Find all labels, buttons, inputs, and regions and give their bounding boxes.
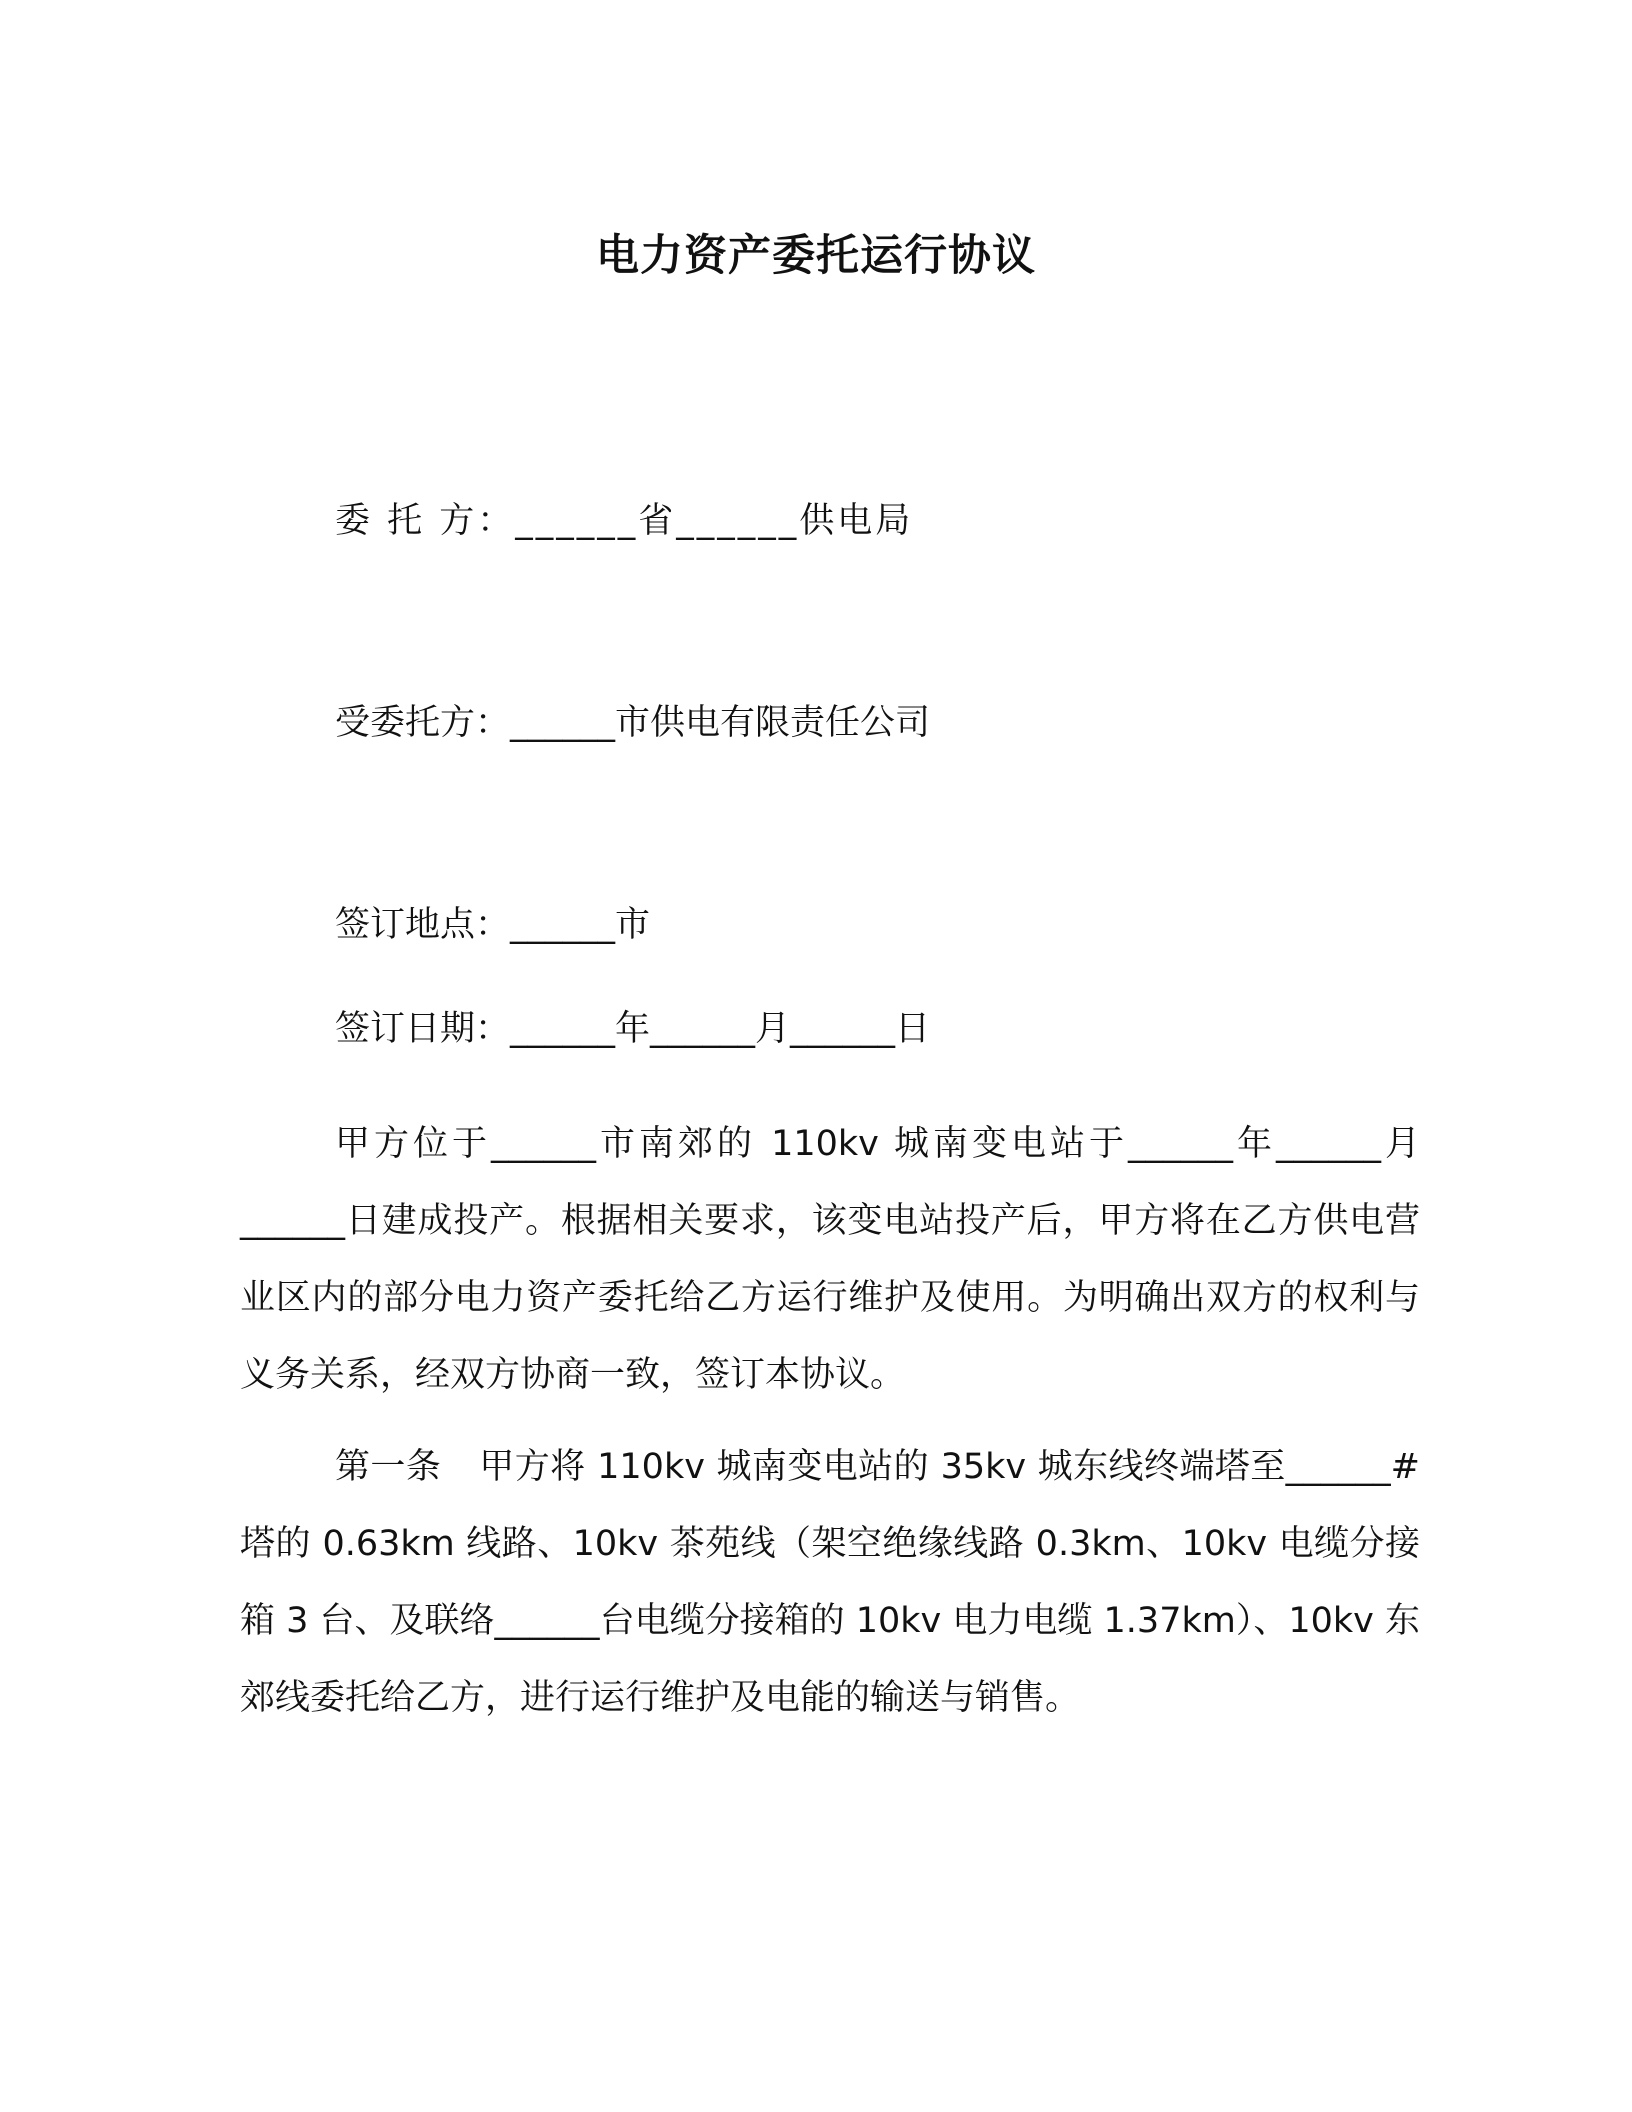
- article-1-label: 第一条: [335, 1447, 442, 1487]
- article-1-paragraph: [240, 1429, 1420, 1737]
- article-1-text: 甲方将 110kv 城南变电站的 35kv 城东线终端塔至______#塔的 0.63km 线路、10kv 茶苑线（架空绝缘线路 0.3km、10kv 电缆分接箱 3 台、及联络______台电缆分接箱的 10kv 电力电缆 1.37km）、10kv 东郊线委托给乙方，进行运行维护及电能的输送与销售。: [240, 1447, 1420, 1718]
- signing-date-line: 签订日期：______年______月______日: [335, 1009, 931, 1049]
- intro-paragraph: 甲方位于______市南郊的 110kv 城南变电站于______年______月______日建成投产。根据相关要求，该变电站投产后，甲方将在乙方供电营业区内的部分电力资产委托给乙方运行维护及使用。为明确出双方的权利与义务关系，经双方协商一致，签订本协议。: [240, 1124, 1420, 1395]
- document-title: 电力资产委托运行协议: [596, 231, 1036, 281]
- consignor-line: 委 托 方：______省______供电局: [335, 501, 914, 541]
- signing-place-line: 签订地点：______市: [335, 905, 651, 945]
- trustee-line: 受委托方：______市供电有限责任公司: [335, 703, 931, 743]
